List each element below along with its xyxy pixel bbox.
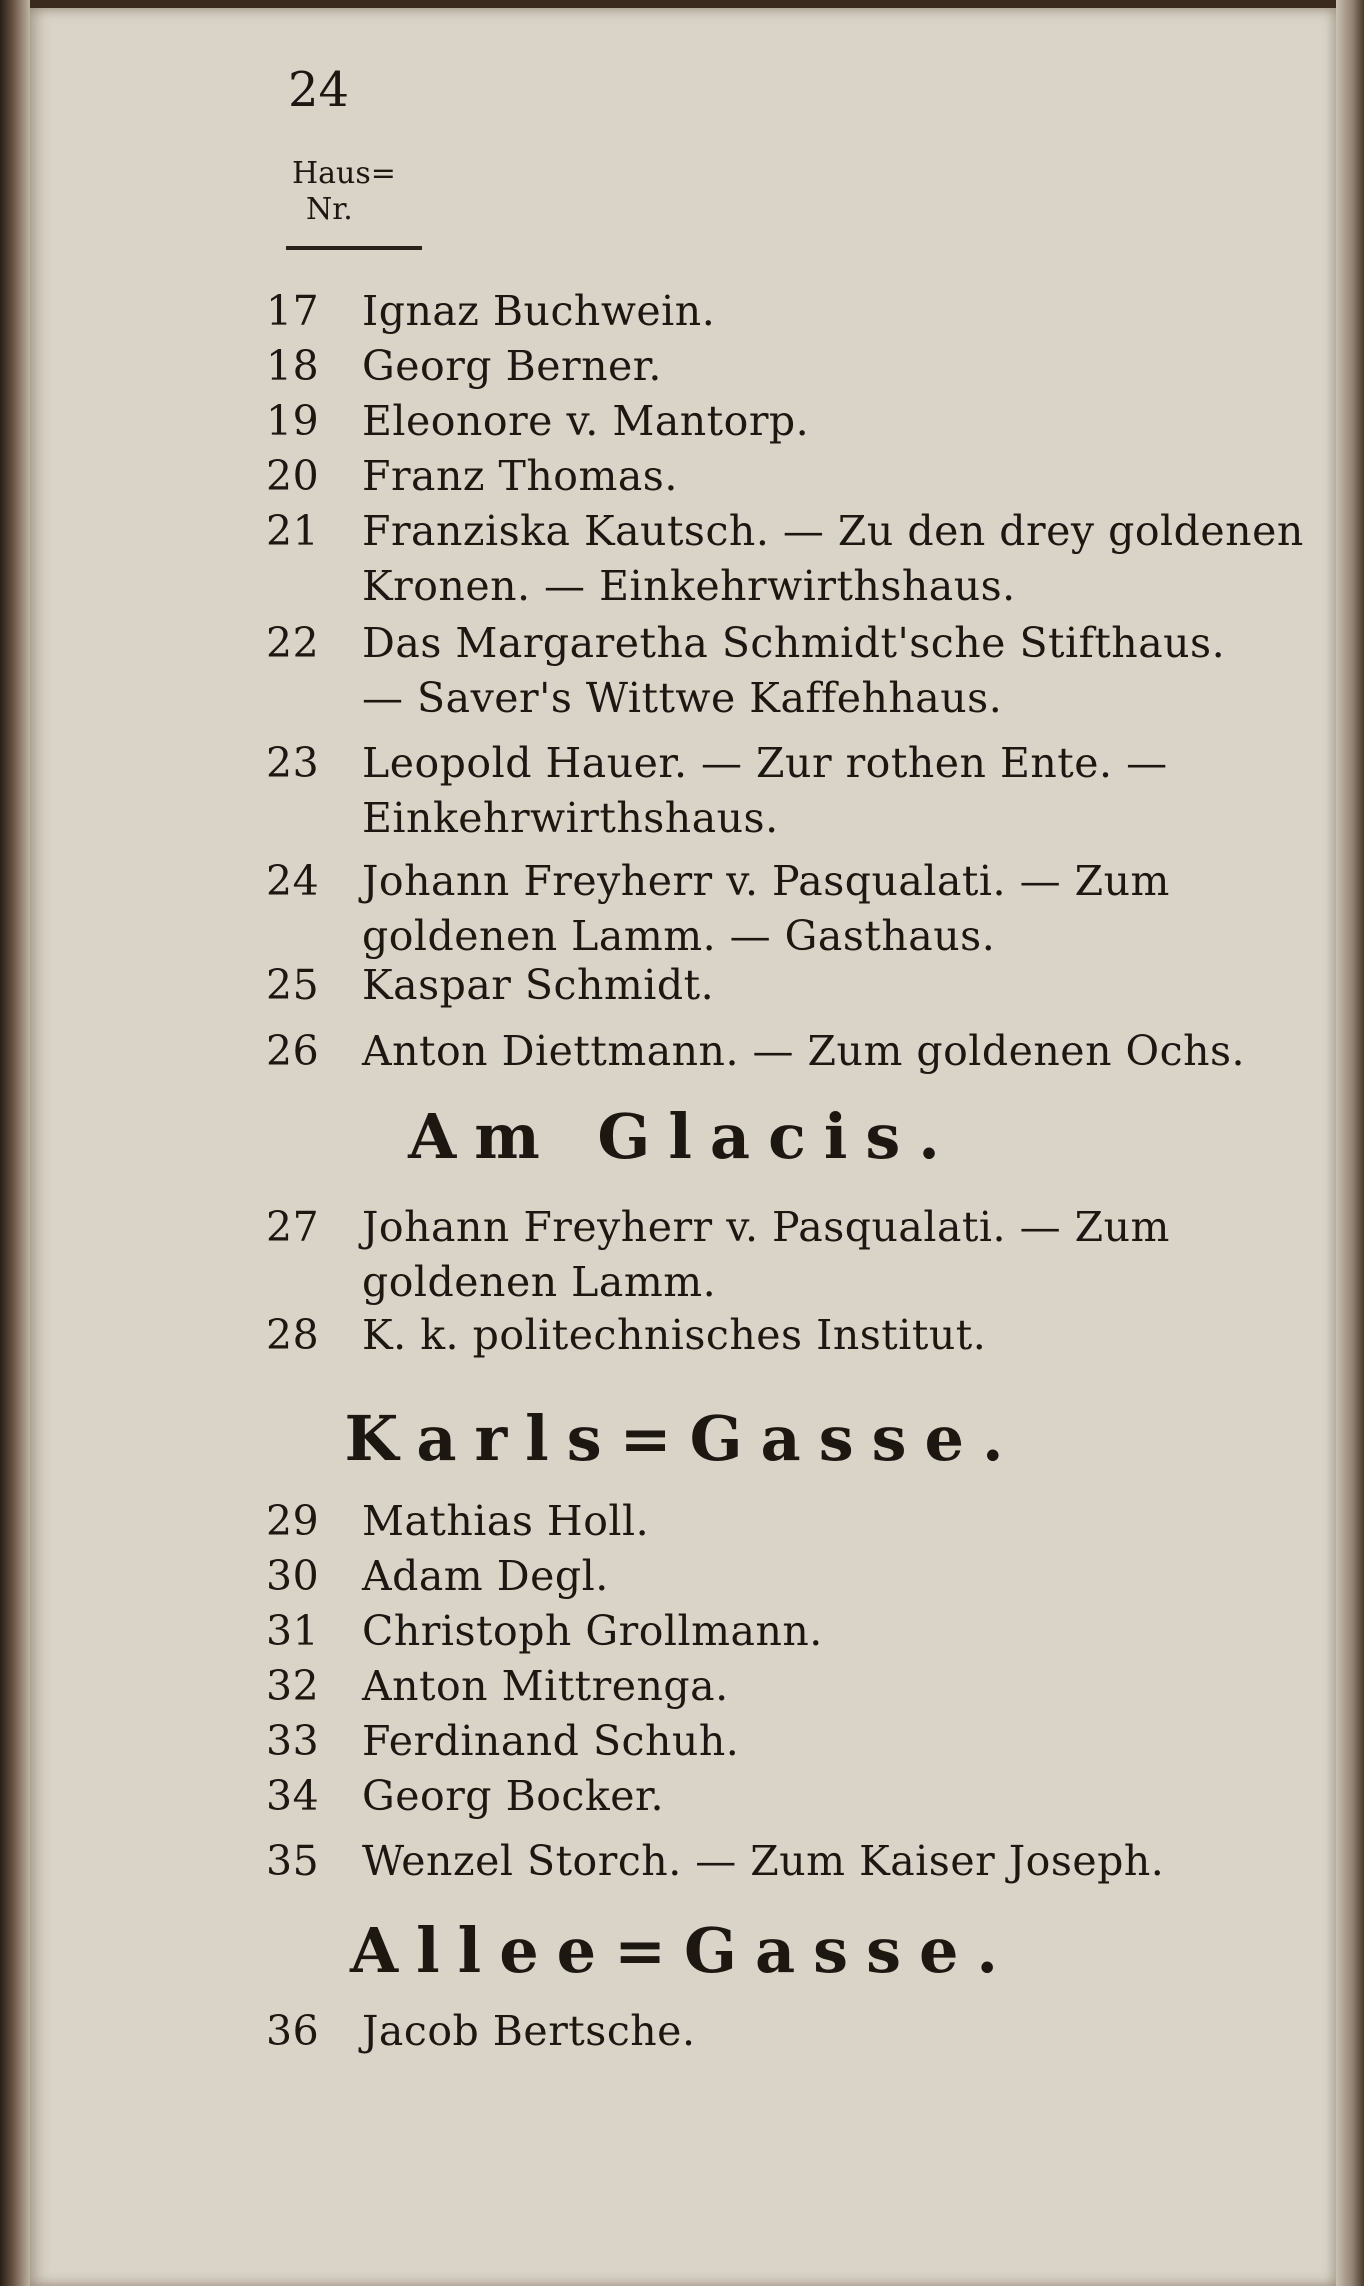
section-heading-am-glacis: Am Glacis. [408,1100,958,1173]
entry-text: Franz Thomas. [362,452,678,500]
house-entry [266,1659,1364,1714]
house-entry [266,2004,1364,2059]
house-number: 33 [266,1717,320,1765]
page-edge [1336,0,1364,2286]
entry-text: Leopold Hauer. — Zur rothen Ente. — [362,739,1168,787]
entry-text: Georg Bocker. [362,1772,665,1820]
house-entry [266,1200,1364,1310]
house-entry [266,736,1364,846]
section-heading-allee-gasse: Allee=Gasse. [349,1914,1016,1987]
house-entry [266,504,1364,614]
entry-text: Ignaz Buchwein. [362,287,716,335]
column-header [292,156,396,228]
house-number: 17 [266,287,320,335]
entry-text: Mathias Holl. [362,1497,650,1545]
book-page [30,8,1336,2286]
book-binding [0,0,30,2286]
house-entry [266,1834,1364,1889]
house-entry [266,284,1364,339]
entry-text-continued: — Saver's Wittwe Kaffehhaus. [362,674,1003,722]
house-number: 32 [266,1662,320,1710]
entry-text-continued: goldenen Lamm. [362,1258,717,1306]
entry-text: Johann Freyherr v. Pasqualati. — Zum [362,1203,1170,1251]
house-number: 21 [266,507,320,555]
entry-text: Franziska Kautsch. — Zu den drey goldenen [362,507,1304,555]
entry-text: Ferdinand Schuh. [362,1717,740,1765]
entry-text: Adam Degl. [362,1552,609,1600]
house-number: 28 [266,1311,320,1359]
entry-text-continued: goldenen Lamm. — Gasthaus. [362,912,996,960]
entry-text: Johann Freyherr v. Pasqualati. — Zum [362,857,1170,905]
entry-text: Wenzel Storch. — Zum Kaiser Joseph. [362,1837,1165,1885]
house-number: 36 [266,2007,320,2055]
house-number: 22 [266,619,320,667]
house-number: 23 [266,739,320,787]
page-number: 24 [288,62,350,118]
house-entry [266,958,1364,1013]
house-number: 31 [266,1607,320,1655]
house-number: 26 [266,1027,320,1075]
house-entry [266,394,1364,449]
column-header-line-2: Nr. [306,192,353,227]
entry-text: Anton Mittrenga. [362,1662,729,1710]
house-number: 20 [266,452,320,500]
house-number: 24 [266,857,320,905]
house-entry [266,339,1364,394]
entry-text: Das Margaretha Schmidt'sche Stifthaus. [362,619,1226,667]
entry-text: K. k. politechnisches Institut. [362,1311,987,1359]
house-number: 25 [266,961,320,1009]
house-number: 30 [266,1552,320,1600]
house-number: 29 [266,1497,320,1545]
section-heading-karls-gasse: Karls=Gasse. [344,1402,1022,1475]
house-entry [266,1604,1364,1659]
entry-text: Jacob Bertsche. [362,2007,696,2055]
house-number: 27 [266,1203,320,1251]
entry-text: Eleonore v. Mantorp. [362,397,810,445]
house-number: 19 [266,397,320,445]
house-entry [266,1714,1364,1769]
entry-text-continued: Kronen. — Einkehrwirthshaus. [362,562,1016,610]
column-header-line-1: Haus= [292,156,396,191]
house-number: 18 [266,342,320,390]
house-entry [266,1024,1364,1079]
house-entry [266,854,1364,964]
house-number: 34 [266,1772,320,1820]
house-entry [266,616,1364,726]
entry-text-continued: Einkehrwirthshaus. [362,794,779,842]
entry-text: Kaspar Schmidt. [362,961,715,1009]
entry-text: Christoph Grollmann. [362,1607,823,1655]
entry-text: Georg Berner. [362,342,662,390]
house-number: 35 [266,1837,320,1885]
entry-text: Anton Diettmann. — Zum goldenen Ochs. [362,1027,1246,1075]
house-entry [266,1308,1364,1363]
house-entry [266,449,1364,504]
house-entry [266,1549,1364,1604]
house-entry [266,1494,1364,1549]
house-entry [266,1769,1364,1824]
column-header-rule [286,246,422,250]
